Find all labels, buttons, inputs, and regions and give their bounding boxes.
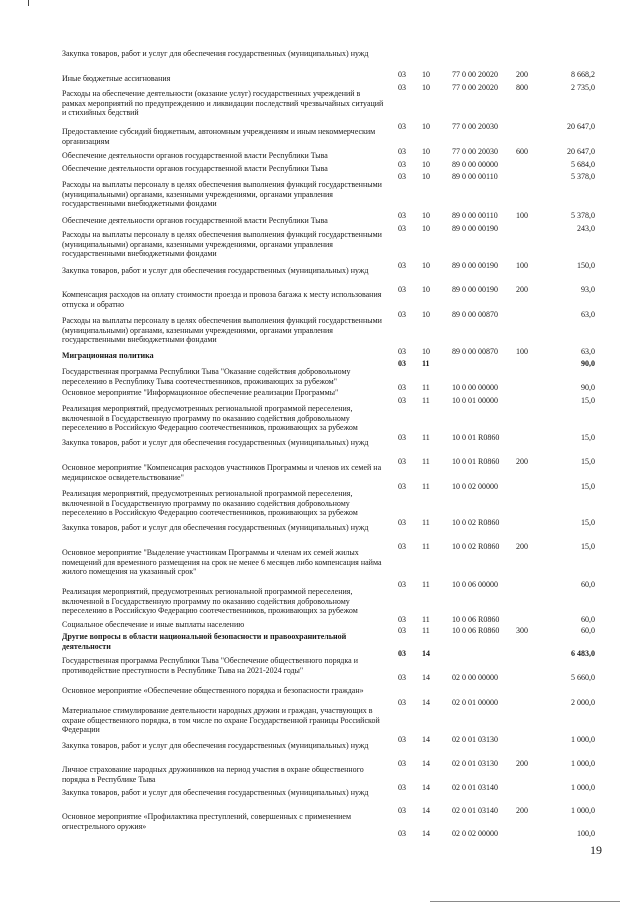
- row-name: Закупка товаров, работ и услуг для обеспечения государственных (муниципальных) нужд: [62, 523, 369, 532]
- row-name: Закупка товаров, работ и услуг для обеспечения государственных (муниципальных) нужд: [62, 741, 369, 750]
- row-cs: 02 0 01 03140: [452, 783, 498, 793]
- row-sum: 1 000,0: [571, 735, 595, 745]
- row-pr: 11: [422, 580, 430, 590]
- table-row: [0, 230, 637, 271]
- row-rz: 03: [398, 147, 406, 157]
- row-name: Личное страхование народных дружинников на период участия в охране общественного порядка в Республике Тыва: [62, 765, 364, 784]
- row-sum: 15,0: [581, 542, 595, 552]
- row-pr: 10: [422, 310, 430, 320]
- row-cs: 02 0 01 03130: [452, 759, 498, 769]
- row-pr: 11: [422, 615, 430, 625]
- row-cs: 02 0 02 00000: [452, 829, 498, 839]
- row-cs: 89 0 00 00190: [452, 224, 498, 234]
- row-sum: 90,0: [581, 383, 595, 393]
- table-row: [0, 686, 637, 708]
- row-pr: 10: [422, 172, 430, 182]
- row-pr: 10: [422, 83, 430, 93]
- row-name: Предоставление субсидий бюджетным, автономным учреждениям и иным некоммерческим организациям: [62, 127, 376, 146]
- row-rz: 03: [398, 649, 406, 659]
- row-sum: 15,0: [581, 457, 595, 467]
- row-cs: 89 0 00 00190: [452, 261, 498, 271]
- row-cs: 77 0 00 20030: [452, 147, 498, 157]
- row-rz: 03: [398, 172, 406, 182]
- row-pr: 14: [422, 649, 430, 659]
- row-rz: 03: [398, 160, 406, 170]
- table-row: [0, 656, 637, 683]
- row-pr: 14: [422, 806, 430, 816]
- row-cs: 10 0 01 R0860: [452, 433, 500, 443]
- row-sum: 15,0: [581, 433, 595, 443]
- row-cs: 77 0 00 20030: [452, 122, 498, 132]
- row-name: Закупка товаров, работ и услуг для обеспечения государственных (муниципальных) нужд: [62, 49, 369, 58]
- row-pr: 11: [422, 518, 430, 528]
- row-pr: 10: [422, 147, 430, 157]
- row-cs: 02 0 01 03140: [452, 806, 498, 816]
- row-vr: 300: [516, 626, 528, 636]
- table-row: [0, 706, 637, 745]
- row-cs: 89 0 00 00110: [452, 211, 498, 221]
- row-cs: 10 0 06 R0860: [452, 615, 500, 625]
- row-sum: 90,0: [581, 359, 595, 369]
- row-name: Государственная программа Республики Тыва "Оказание содействия добровольному переселению в Республику Тыва соотечественников, проживающих за рубежом": [62, 367, 351, 386]
- row-pr: 10: [422, 224, 430, 234]
- row-sum: 60,0: [581, 615, 595, 625]
- row-sum: 5 660,0: [571, 673, 595, 683]
- row-sum: 15,0: [581, 518, 595, 528]
- row-rz: 03: [398, 70, 406, 80]
- scan-artifact-line: [430, 901, 620, 902]
- row-pr: 10: [422, 347, 430, 357]
- row-name: Иные бюджетные ассигнования: [62, 74, 171, 83]
- row-sum: 5 684,0: [571, 160, 595, 170]
- row-cs: 10 0 01 R0860: [452, 457, 500, 467]
- row-sum: 20 647,0: [567, 147, 595, 157]
- row-name: Закупка товаров, работ и услуг для обеспечения государственных (муниципальных) нужд: [62, 788, 369, 797]
- row-name: Компенсация расходов на оплату стоимости проезда и провоза багажа к месту использования отпуска и обратно: [62, 290, 382, 309]
- row-cs: 77 0 00 20020: [452, 83, 498, 93]
- row-name: Расходы на выплаты персоналу в целях обеспечения выполнения функций государственными (муниципальными) органами, казенными учреждениями, органами управления государственными внебюджетными фондами: [62, 316, 382, 345]
- row-rz: 03: [398, 482, 406, 492]
- row-rz: 03: [398, 83, 406, 93]
- row-rz: 03: [398, 542, 406, 552]
- row-pr: 14: [422, 783, 430, 793]
- row-rz: 03: [398, 211, 406, 221]
- row-pr: 11: [422, 482, 430, 492]
- row-sum: 1 000,0: [571, 806, 595, 816]
- row-cs: 77 0 00 20020: [452, 70, 498, 80]
- row-pr: 10: [422, 122, 430, 132]
- row-pr: 14: [422, 829, 430, 839]
- row-pr: 11: [422, 359, 430, 369]
- row-sum: 60,0: [581, 580, 595, 590]
- row-name: Реализация мероприятий, предусмотренных региональной программой переселения, включенной в Государственную программу по оказанию содействия добровольному переселению в Российскую Федерацию соотечественников, проживающих за рубежом: [62, 404, 358, 433]
- row-pr: 10: [422, 285, 430, 295]
- row-cs: 89 0 00 00000: [452, 160, 498, 170]
- row-vr: 100: [516, 347, 528, 357]
- row-sum: 100,0: [577, 829, 595, 839]
- row-rz: 03: [398, 580, 406, 590]
- row-name: Социальное обеспечение и иные выплаты населению: [62, 620, 245, 629]
- row-cs: 02 0 00 00000: [452, 673, 498, 683]
- row-pr: 10: [422, 70, 430, 80]
- row-pr: 14: [422, 735, 430, 745]
- table-row: [0, 548, 637, 590]
- row-name: Закупка товаров, работ и услуг для обеспечения государственных (муниципальных) нужд: [62, 438, 369, 447]
- row-name: Материальное стимулирование деятельности народных дружин и граждан, участвующих в охране общественного порядка, в том числе по охране Государственной границы Российской Федерации: [62, 706, 380, 735]
- row-pr: 14: [422, 759, 430, 769]
- row-vr: 100: [516, 211, 528, 221]
- row-pr: 11: [422, 626, 430, 636]
- row-cs: 02 0 01 03130: [452, 735, 498, 745]
- row-name: Миграционная политика: [62, 351, 154, 360]
- row-sum: 2 735,0: [571, 83, 595, 93]
- row-vr: 200: [516, 806, 528, 816]
- row-name: Основное мероприятие «Обеспечение общественного порядка и безопасности граждан»: [62, 686, 364, 695]
- row-rz: 03: [398, 285, 406, 295]
- row-pr: 14: [422, 673, 430, 683]
- row-rz: 03: [398, 626, 406, 636]
- row-cs: 89 0 00 00870: [452, 347, 498, 357]
- row-name: Основное мероприятие «Профилактика преступлений, совершенных с применением огнестрельного оружия»: [62, 812, 352, 831]
- table-row: [0, 180, 637, 221]
- row-pr: 11: [422, 457, 430, 467]
- row-name: Реализация мероприятий, предусмотренных региональной программой переселения, включенной в Государственную программу по оказанию содействия добровольному переселению в Российскую Федерацию соотечественников, проживающих за рубежом: [62, 489, 358, 518]
- row-sum: 5 378,0: [571, 211, 595, 221]
- row-sum: 243,0: [577, 224, 595, 234]
- row-rz: 03: [398, 261, 406, 271]
- row-name: Основное мероприятие "Компенсация расходов участников Программы и членов их семей на медицинское освидетельствование": [62, 463, 382, 482]
- row-name: Расходы на выплаты персоналу в целях обеспечения выполнения функций государственными (муниципальными) органами, казенными учреждениями, органами управления государственными внебюджетными фондами: [62, 230, 382, 259]
- row-name: Обеспечение деятельности органов государственной власти Республики Тыва: [62, 164, 328, 173]
- row-rz: 03: [398, 759, 406, 769]
- row-vr: 800: [516, 83, 528, 93]
- row-rz: 03: [398, 673, 406, 683]
- row-cs: 10 0 06 00000: [452, 580, 498, 590]
- row-rz: 03: [398, 310, 406, 320]
- row-pr: 10: [422, 211, 430, 221]
- row-sum: 20 647,0: [567, 122, 595, 132]
- row-sum: 1 000,0: [571, 759, 595, 769]
- row-name: Расходы на выплаты персоналу в целях обеспечения выполнения функций государственными (муниципальными) органами, казенными учреждениями, органами управления государственными внебюджетными фондами: [62, 180, 382, 209]
- row-cs: 10 0 02 R0860: [452, 518, 500, 528]
- row-rz: 03: [398, 383, 406, 393]
- row-rz: 03: [398, 457, 406, 467]
- row-rz: 03: [398, 783, 406, 793]
- row-rz: 03: [398, 224, 406, 234]
- row-rz: 03: [398, 347, 406, 357]
- row-sum: 93,0: [581, 285, 595, 295]
- row-rz: 03: [398, 806, 406, 816]
- row-cs: 10 0 06 R0860: [452, 626, 500, 636]
- row-sum: 5 378,0: [571, 172, 595, 182]
- row-pr: 10: [422, 160, 430, 170]
- row-sum: 15,0: [581, 482, 595, 492]
- row-sum: 2 000,0: [571, 698, 595, 708]
- row-sum: 6 483,0: [571, 649, 595, 659]
- table-row: [0, 463, 637, 492]
- row-vr: 200: [516, 542, 528, 552]
- row-rz: 03: [398, 615, 406, 625]
- row-rz: 03: [398, 396, 406, 406]
- row-cs: 10 0 00 00000: [452, 383, 498, 393]
- row-pr: 11: [422, 542, 430, 552]
- row-name: Обеспечение деятельности органов государственной власти Республики Тыва: [62, 216, 328, 225]
- table-row: [0, 812, 637, 839]
- page-number: 19: [590, 843, 602, 857]
- row-name: Обеспечение деятельности органов государственной власти Республики Тыва: [62, 151, 328, 160]
- row-sum: 63,0: [581, 310, 595, 320]
- scan-mark: [28, 0, 29, 6]
- row-sum: 60,0: [581, 626, 595, 636]
- row-name: Реализация мероприятий, предусмотренных региональной программой переселения, включенной в Государственную программу по оказанию содействия добровольному переселению в Российскую Федерацию соотечественников, проживающих за рубежом: [62, 587, 358, 616]
- row-rz: 03: [398, 359, 406, 369]
- row-rz: 03: [398, 829, 406, 839]
- row-rz: 03: [398, 698, 406, 708]
- row-cs: 10 0 01 00000: [452, 396, 498, 406]
- row-name: Государственная программа Республики Тыва "Обеспечение общественного порядка и противодействие преступности в Республике Тыва на 2021-2024 годы": [62, 656, 358, 675]
- row-pr: 14: [422, 698, 430, 708]
- row-name: Основное мероприятие "Информационное обеспечение реализации Программы": [62, 388, 339, 397]
- row-pr: 10: [422, 261, 430, 271]
- row-vr: 100: [516, 261, 528, 271]
- row-pr: 11: [422, 396, 430, 406]
- row-cs: 89 0 00 00110: [452, 172, 498, 182]
- row-cs: 89 0 00 00190: [452, 285, 498, 295]
- table-row: [0, 632, 637, 659]
- table-row: [0, 89, 637, 132]
- row-cs: 10 0 02 R0860: [452, 542, 500, 552]
- row-name: Расходы на обеспечение деятельности (оказание услуг) государственных учреждений в рамках мероприятий по предупреждению и ликвидации последствий чрезвычайных ситуаций и стихийных бедствий: [62, 89, 384, 118]
- row-sum: 150,0: [577, 261, 595, 271]
- row-rz: 03: [398, 518, 406, 528]
- row-sum: 1 000,0: [571, 783, 595, 793]
- row-pr: 11: [422, 433, 430, 443]
- row-rz: 03: [398, 122, 406, 132]
- row-cs: 02 0 01 00000: [452, 698, 498, 708]
- row-vr: 200: [516, 457, 528, 467]
- row-cs: 89 0 00 00870: [452, 310, 498, 320]
- row-rz: 03: [398, 433, 406, 443]
- row-sum: 15,0: [581, 396, 595, 406]
- row-name: Основное мероприятие "Выделение участникам Программы и членам их семей жилых помещений для временного размещения на срок не менее 6 месяцев либо компенсация найма жилого помещения на указанный срок": [62, 548, 382, 577]
- row-name: Другие вопросы в области национальной безопасности и правоохранительной деятельности: [62, 632, 347, 651]
- row-name: Закупка товаров, работ и услуг для обеспечения государственных (муниципальных) нужд: [62, 266, 369, 275]
- row-rz: 03: [398, 735, 406, 745]
- row-vr: 600: [516, 147, 528, 157]
- row-sum: 63,0: [581, 347, 595, 357]
- row-sum: 8 668,2: [571, 70, 595, 80]
- row-pr: 11: [422, 383, 430, 393]
- row-cs: 10 0 02 00000: [452, 482, 498, 492]
- row-vr: 200: [516, 70, 528, 80]
- row-vr: 200: [516, 759, 528, 769]
- row-vr: 200: [516, 285, 528, 295]
